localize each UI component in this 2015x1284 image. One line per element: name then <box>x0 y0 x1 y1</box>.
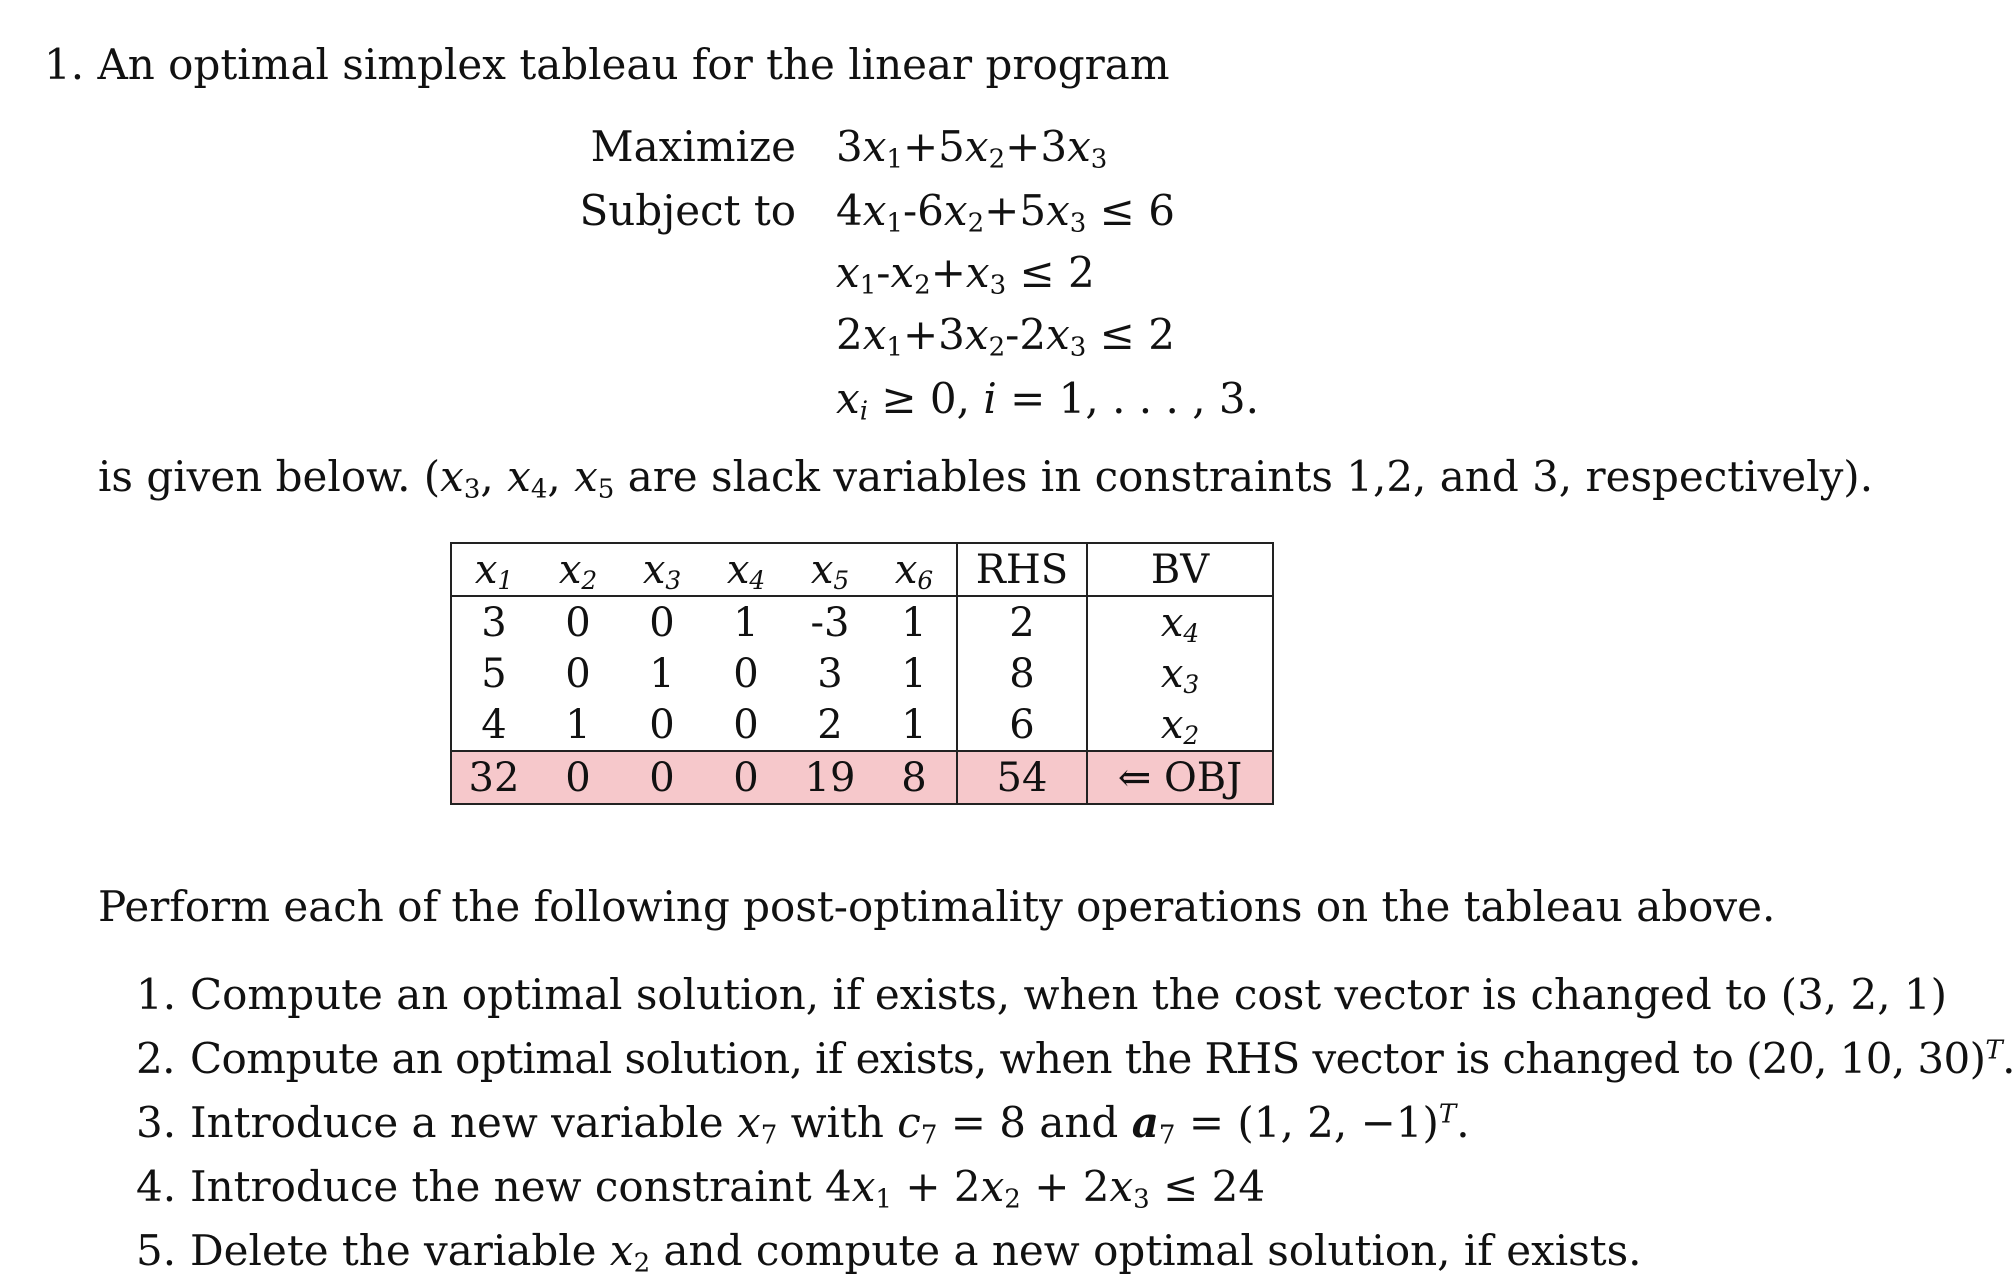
tableau-bv-cell: $x_4$ <box>1087 596 1272 648</box>
header-bv: BV <box>1087 544 1272 596</box>
tableau-cell: 1 <box>901 599 927 646</box>
operation-text: Delete the variable <box>190 1226 597 1275</box>
header-x2: $x_2$ <box>536 544 620 596</box>
tableau-cell: 0 <box>649 701 675 748</box>
tableau-row <box>452 699 1272 751</box>
problem-number: 1. <box>44 40 85 89</box>
tableau-bv-cell: $x_3$ <box>1087 648 1272 699</box>
lp-constraint-3: $2x_1+3x_2-2x_3 \le 2$ <box>836 310 1175 363</box>
tableau-cell: 0 <box>565 650 591 697</box>
operation-item-1: 1. Compute an optimal solution, if exists, when the cost vector is changed to (3, 2, 1) <box>136 970 1948 1019</box>
tableau-cell: 5 <box>481 650 507 697</box>
operation-3-and: and <box>1039 1098 1119 1147</box>
tableau-cell: 3 <box>481 599 507 646</box>
tableau-cell: 4 <box>481 701 507 748</box>
problem-heading-text: An optimal simplex tableau for the linear program <box>97 40 1170 89</box>
tableau-cell: 0 <box>565 599 591 646</box>
lp-nonnegativity: $x_i \ge 0$, i = 1, . . . , 3. <box>836 374 1259 427</box>
objective-cell: 32 <box>452 751 536 803</box>
objective-cell: 8 <box>872 751 957 803</box>
operation-item-3: 3. Introduce a new variable $x_7$ with $c_7 = 8$ and $a_7 = (1$, 2, −1)$^T$. <box>136 1098 1470 1151</box>
operation-text: Compute an optimal solution, if exists, when the RHS vector is changed to <box>190 1034 1734 1083</box>
lp-constraint-2: $x_1-x_2+x_3 \le 2$ <box>836 248 1095 301</box>
header-x4: $x_4$ <box>704 544 788 596</box>
tableau-rhs-cell: 6 <box>957 699 1087 751</box>
operation-item-4: 4. Introduce the new constraint $4x_1 + 2x_2 + 2x_3 \le 24$ <box>136 1162 1266 1215</box>
objective-cell: 0 <box>536 751 620 803</box>
header-x5: $x_5$ <box>788 544 872 596</box>
header-x3: $x_3$ <box>620 544 704 596</box>
operations-intro: Perform each of the following post-optimality operations on the tableau above. <box>98 882 1776 931</box>
header-x6: $x_6$ <box>872 544 957 596</box>
tableau-cell: 1 <box>649 650 675 697</box>
tableau-cell: 0 <box>733 650 759 697</box>
tableau-cell: 3 <box>817 650 843 697</box>
header-x1: $x_1$ <box>452 544 536 596</box>
operation-text: Introduce a new variable <box>190 1098 724 1147</box>
objective-rhs-cell: 54 <box>957 751 1087 803</box>
operation-number: 3. <box>136 1098 177 1147</box>
tableau-cell: -3 <box>810 599 850 646</box>
tableau-objective-row <box>452 751 1272 803</box>
operation-text: Compute an optimal solution, if exists, when the cost vector is changed to <box>190 970 1768 1019</box>
tableau-row <box>452 648 1272 699</box>
tableau-rhs-cell: 8 <box>957 648 1087 699</box>
operation-number: 2. <box>136 1034 175 1083</box>
tableau-cell: 1 <box>565 701 591 748</box>
tableau-row <box>452 596 1272 648</box>
operation-3-with: with <box>790 1098 884 1147</box>
objective-label: ⇐ OBJ <box>1087 751 1272 803</box>
objective-cell: 19 <box>788 751 872 803</box>
lp-subject-to-label: Subject to <box>579 186 796 235</box>
operation-item-2: 2. Compute an optimal solution, if exists, when the RHS vector is changed to (20, 10, 30)$^T$. <box>136 1034 2015 1083</box>
objective-cell: 0 <box>704 751 788 803</box>
tableau-rhs-cell: 2 <box>957 596 1087 648</box>
tableau-cell: 2 <box>817 701 843 748</box>
lp-constraint-1: $4x_1-6x_2+5x_3 \le 6$ <box>836 186 1175 239</box>
header-rhs: RHS <box>957 544 1087 596</box>
given-text-tail: are slack variables in constraints 1,2, and 3, respectively). <box>627 452 1874 501</box>
tableau-cell: 1 <box>733 599 759 646</box>
given-sentence: is given below. ($x_3$, $x_4$, $x_5$ are slack variables in constraints 1,2, and 3, respectively). <box>98 452 1874 505</box>
tableau-cell: 0 <box>649 599 675 646</box>
tableau-cell: 1 <box>901 701 927 748</box>
tableau-bv-cell: $x_2$ <box>1087 699 1272 751</box>
operation-5-tail: and compute a new optimal solution, if exists. <box>663 1226 1642 1275</box>
operation-number: 5. <box>136 1226 177 1275</box>
tableau-cell: 1 <box>901 650 927 697</box>
objective-cell: 0 <box>620 751 704 803</box>
lp-objective: $3x_1+5x_2+3x_3$ <box>836 122 1108 175</box>
operation-text: Introduce the new constraint <box>190 1162 812 1211</box>
simplex-tableau <box>452 544 1272 803</box>
given-text: is given below. <box>98 452 411 501</box>
operation-item-5: 5. Delete the variable $x_2$ and compute a new optimal solution, if exists. <box>136 1226 1642 1279</box>
problem-heading <box>44 40 1170 89</box>
tableau-header-row <box>452 544 1272 596</box>
lp-maximize-label: Maximize <box>590 122 796 171</box>
tableau-cell: 0 <box>733 701 759 748</box>
operation-number: 1. <box>136 970 177 1019</box>
operation-number: 4. <box>136 1162 177 1211</box>
